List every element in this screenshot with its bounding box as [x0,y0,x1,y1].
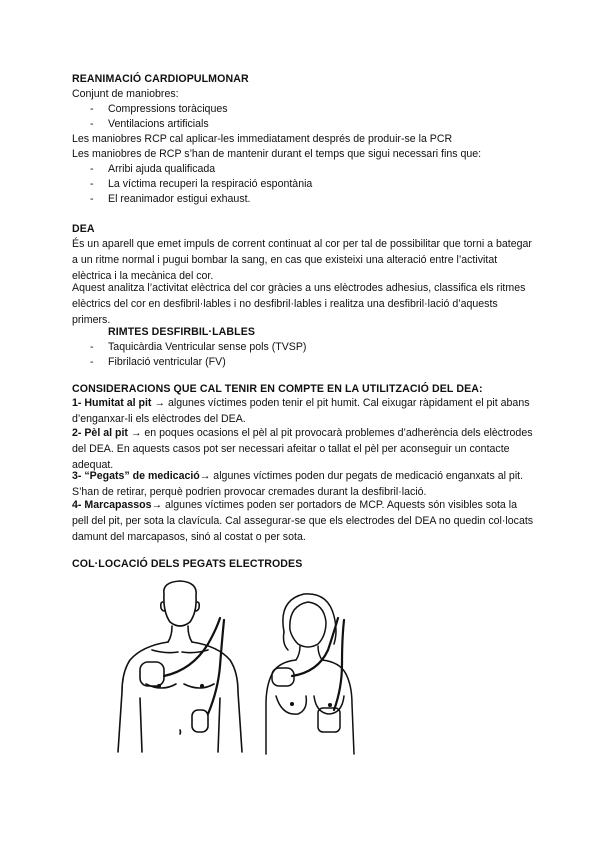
bullet-dash: - [90,103,94,115]
rcp-paragraph: Les maniobres de RCP s’han de mantenir durant el temps que sigui necessari fins que: [72,148,482,160]
rhythm-item: Fibrilació ventricular (FV) [108,356,226,368]
consideration-text: → algunes víctimes poden tenir el pit humit. Cal eixugar ràpidament el pit abans d’enganxar-li els elèctrodes del DEA. [72,397,530,425]
bullet-dash: - [90,163,94,175]
bullet-dash: - [90,178,94,190]
consideration-label: 4- Marcapassos [72,499,152,511]
male-electrode-placement-illustration [112,580,252,755]
maneuver-item: Ventilacions artificials [108,118,209,130]
consideration-text: → algunes víctimes poden dur pegats de medicació enganxats al pit. S’han de retirar, perquè podrien provocar cremades durant la desfibril·lació. [72,470,524,498]
condition-item: La víctima recuperi la respiració espontània [108,178,313,190]
face-outline [290,602,326,647]
placement-title: COL·LOCACIÓ DELS PEGATS ELECTRODES [72,558,303,570]
consideration-item [72,468,534,500]
bullet-dash: - [90,118,94,130]
consideration-text: → algunes víctimes poden ser portadors de MCP. Aquests són visibles sota la pell del pit, per sota la clavícula. Cal assegurar-se que els electrodes del DEA no quedin col·locats damunt del marcapasos, sinó al costat o per sota. [72,499,534,543]
consideration-text: → en poques ocasions el pèl al pit provocarà problemes d’adherència dels elèctrodes del DEA. En aquests casos pot ser necessari afeitar o tallat el pèl per aconseguir un contacte adequat. [72,427,533,471]
consideration-label: 3- “Pegats” de medicació [72,470,200,482]
electrode-pad-left [192,710,208,732]
rhythm-item: Taquicàrdia Ventricular sense pols (TVSP) [108,341,307,353]
dea-paragraph: És un aparell que emet impuls de corrent continuat al cor per tal de possibilitar que torni a bategar a un ritme normal i pugui bombar la sang, en cas que existeixi una alteració entre l’activitat elèctrica i la mecànica del cor. [72,238,532,282]
rcp-intro: Conjunt de maniobres: [72,88,179,100]
rcp-title: REANIMACIÓ CARDIOPULMONAR [72,73,249,85]
bullet-dash: - [90,341,94,353]
consideration-label: 1- Humitat al pit [72,397,152,409]
maneuver-item: Compressions toràciques [108,103,228,115]
female-electrode-placement-illustration [262,592,362,757]
rhythms-subtitle: RIMTES DESFIRBIL·LABLES [108,326,256,338]
bullet-dash: - [90,193,94,205]
head-outline [164,581,196,626]
dea-title: DEA [72,223,95,235]
electrode-pad-right [272,668,294,686]
dea-paragraph: Aquest analitza l’activitat elèctrica del cor gràcies a uns elèctrodes adhesius, classifica els ritmes elèctrics del cor en desfibril·lables i no desfibril·lables i realitza una desfibril·lació d’aquests primers. [72,282,526,326]
electrode-pad-right [140,662,164,686]
bullet-dash: - [90,356,94,368]
consideration-item [72,497,534,545]
consideration-item [72,395,534,427]
consideration-item [72,425,534,473]
condition-item: El reanimador estigui exhaust. [108,193,251,205]
rcp-paragraph: Les maniobres RCP cal aplicar-les immediatament després de produir-se la PCR [72,133,453,145]
considerations-title: CONSIDERACIONS QUE CAL TENIR EN COMPTE EN LA UTILITZACIÓ DEL DEA: [72,383,483,395]
consideration-label: 2- Pèl al pit [72,427,128,439]
condition-item: Arribi ajuda qualificada [108,163,216,175]
